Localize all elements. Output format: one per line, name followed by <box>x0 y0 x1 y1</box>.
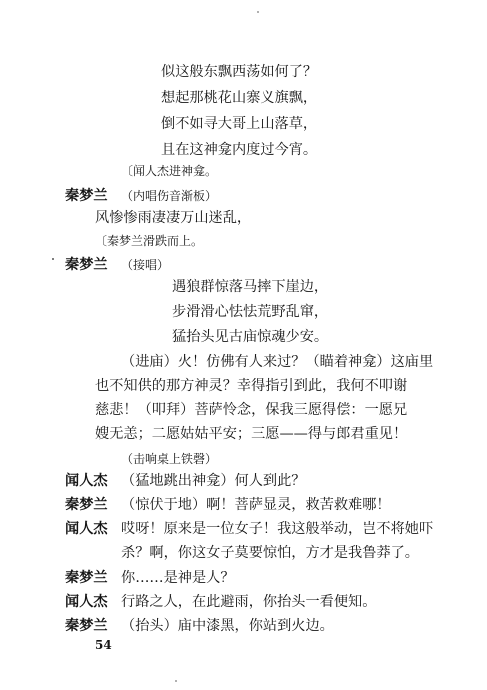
dialogue-line: （惊伏于地）啊！菩萨显灵，救苦救难哪！ <box>121 497 391 513</box>
speaker-name: 闻人杰 <box>65 594 108 610</box>
dialogue-line: （猛地跳出神龛）何人到此？ <box>121 473 306 489</box>
stage-direction: 〔秦梦兰滑跌而上。 <box>95 234 204 248</box>
speaker-name: 秦梦兰 <box>65 188 108 204</box>
lyric-line: 猛抬头见古庙惊魂少安。 <box>172 329 329 345</box>
dialogue-line: 杀？啊，你这女子莫要惊怕，方才是我鲁莽了。 <box>121 545 419 561</box>
lyric-line: 步滑滑心怯怯荒野乱窜， <box>172 304 329 320</box>
dialogue-line: （抬头）庙中漆黑，你站到火边。 <box>121 618 334 634</box>
dialogue-line: （进庙）火！仿佛有人来过？（瞄着神龛）这庙里 <box>121 354 434 370</box>
margin-mark <box>52 258 54 260</box>
stage-direction: （击响桌上铁磬） <box>121 452 218 466</box>
speaker-name: 秦梦兰 <box>65 570 108 586</box>
dialogue-line: 你……是神是人？ <box>121 570 235 586</box>
stage-direction: （接唱） <box>121 258 170 272</box>
dialogue-line: 嫂无恙；二愿姑姑平安；三愿——得与郎君重见！ <box>95 426 408 442</box>
scan-speck <box>175 680 177 682</box>
lyric-line: 风惨惨雨凄凄万山迷乱， <box>95 210 252 226</box>
speaker-name: 闻人杰 <box>65 521 108 537</box>
speaker-name: 闻人杰 <box>65 473 108 489</box>
scan-speck <box>257 11 259 13</box>
speaker-name: 秦梦兰 <box>65 257 108 273</box>
lyric-line: 遇狼群惊落马摔下崖边， <box>172 279 329 295</box>
dialogue-line: 也不知供的那方神灵？幸得指引到此，我何不叩谢 <box>95 378 408 394</box>
stage-direction: （内唱伤音渐板） <box>121 189 218 203</box>
lyric-line: 想起那桃花山寨义旗飘， <box>161 90 318 106</box>
lyric-line: 似这般东飘西荡如何了？ <box>161 64 318 80</box>
dialogue-line: 行路之人，在此避雨，你抬头一看便知。 <box>121 594 377 610</box>
speaker-name: 秦梦兰 <box>65 618 108 634</box>
dialogue-line: 慈悲！（叩拜）菩萨怜念，保我三愿得偿：一愿兄 <box>95 402 408 418</box>
lyric-line: 且在这神龛内度过今宵。 <box>161 142 318 158</box>
stage-direction: 〔闻人杰进神龛。 <box>121 164 218 178</box>
dialogue-line: 哎呀！原来是一位女子！我这般举动，岂不将她吓 <box>121 521 434 537</box>
page-number: 54 <box>95 638 112 652</box>
speaker-name: 秦梦兰 <box>65 497 108 513</box>
lyric-line: 倒不如寻大哥上山落草， <box>161 116 318 132</box>
